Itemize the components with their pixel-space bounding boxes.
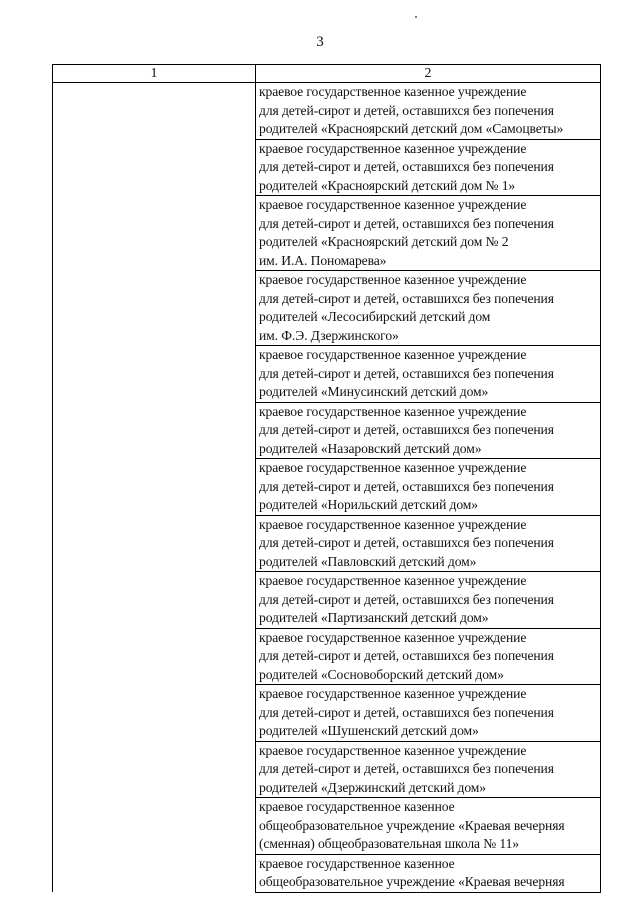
institution-name: краевое государственное казенное учреждение для детей-сирот и детей, оставшихся без попечения родителей «Павловский детский дом» [259, 516, 554, 569]
institution-name: краевое государственное казенное учреждение для детей-сирот и детей, оставшихся без попечения родителей «Партизанский детский дом» [259, 573, 554, 625]
institution-cell [256, 685, 601, 742]
institution-name: краевое государственное казенное общеобразовательное учреждение «Краевая вечерняя (сменная) общеобразовательная школа № 11» [259, 799, 565, 851]
header-row [53, 65, 601, 83]
institution-name: краевое государственное казенное учреждение для детей-сирот и детей, оставшихся без попечения родителей «Шушенский детский дом» [259, 686, 554, 738]
table-body [53, 83, 601, 893]
institution-name: краевое государственное казенное учреждение для детей-сирот и детей, оставшихся без попечения родителей «Назаровский детский дом» [259, 403, 554, 456]
institution-cell [256, 271, 601, 346]
column-header-2: 2 [256, 65, 601, 83]
institutions-table [52, 64, 601, 893]
institution-name: краевое государственное казенное учреждение для детей-сирот и детей, оставшихся без попечения родителей «Лесосибирский детский дом им. Ф.Э. Дзержинского» [259, 272, 554, 343]
institution-cell [256, 196, 601, 271]
column-1-cell [53, 83, 256, 893]
table-row [53, 83, 601, 140]
institution-name: краевое государственное казенное учреждение для детей-сирот и детей, оставшихся без попечения родителей «Дзержинский детский дом» [259, 742, 554, 795]
institution-cell [256, 402, 601, 459]
institution-cell [256, 346, 601, 403]
column-header-1: 1 [53, 65, 256, 83]
institution-name: краевое государственное казенное учреждение для детей-сирот и детей, оставшихся без попечения родителей «Красноярский детский дом «Самоцветы» [259, 84, 564, 136]
institution-cell [256, 515, 601, 572]
institution-cell [256, 798, 601, 855]
institution-name: краевое государственное казенное учреждение для детей-сирот и детей, оставшихся без попечения родителей «Минусинский детский дом» [259, 347, 554, 399]
institution-name: краевое государственное казенное учреждение для детей-сирот и детей, оставшихся без попечения родителей «Красноярский детский дом № 1» [259, 140, 554, 193]
institution-cell [256, 572, 601, 629]
institution-cell [256, 628, 601, 685]
institution-name: краевое государственное казенное учреждение для детей-сирот и детей, оставшихся без попечения родителей «Норильский детский дом» [259, 460, 554, 512]
institution-name: краевое государственное казенное учреждение для детей-сирот и детей, оставшихся без попечения родителей «Красноярский детский дом № 2 им. И.А. Пономарева» [259, 197, 554, 268]
scan-speck [415, 16, 417, 18]
institution-cell [256, 854, 601, 892]
institution-cell [256, 83, 601, 140]
institution-cell [256, 741, 601, 798]
institution-name: краевое государственное казенное учреждение для детей-сирот и детей, оставшихся без попечения родителей «Сосновоборский детский дом» [259, 629, 554, 682]
institution-cell [256, 459, 601, 516]
institution-name: краевое государственное казенное общеобразовательное учреждение «Краевая вечерняя [259, 855, 565, 889]
institution-cell [256, 139, 601, 196]
page-number: 3 [316, 34, 324, 50]
